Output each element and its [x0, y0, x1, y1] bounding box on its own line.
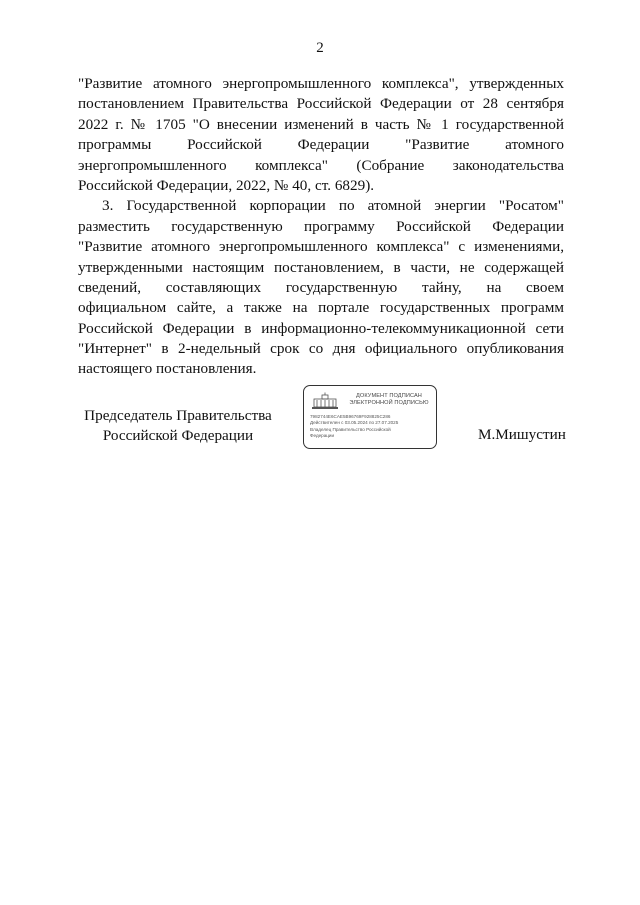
signer-title-line: Российской Федерации	[102, 427, 254, 444]
text-line: постановлением Правительства Российской Федерации от 28 сентября	[78, 95, 564, 113]
text-line: официальном сайте, а также на портале государственных программ	[78, 299, 564, 317]
document-body	[78, 74, 564, 380]
paragraph-continuation	[78, 74, 564, 196]
text-line: программы Российской Федерации "Развитие атомного	[78, 136, 564, 154]
government-building-icon	[311, 392, 339, 410]
electronic-signature-stamp	[303, 385, 437, 449]
text-line: энергопромышленного комплекса" (Собрание законодательства	[78, 156, 564, 174]
text-line: Российской Федерации, 2022, № 40, ст. 6829).	[78, 176, 375, 194]
stamp-details	[310, 414, 434, 440]
text-line: утвержденными настоящим постановлением, в части, не содержащей	[78, 258, 564, 276]
stamp-heading-line: ДОКУМЕНТ ПОДПИСАН	[356, 393, 422, 399]
signer-title-line: Председатель Правительства	[84, 407, 272, 424]
text-line: 2022 г. № 1705 "О внесении изменений в часть № 1 государственной	[78, 115, 564, 133]
stamp-certificate: 7982744E6CAE5B96769F928825C286	[310, 414, 391, 419]
text-line: Российской Федерации в информационно-телекоммуникационной сети	[78, 319, 564, 337]
text-line: разместить государственную программу Российской Федерации	[78, 217, 564, 235]
page-number: 2	[316, 40, 324, 56]
stamp-owner: Федерации	[310, 433, 335, 439]
text-line: сведений, составляющих государственную тайну, на своем	[78, 278, 564, 296]
text-line: 3. Государственной корпорации по атомной энергии "Росатом"	[102, 197, 564, 215]
signer-name: М.Мишустин	[478, 426, 566, 443]
stamp-heading	[344, 393, 434, 407]
text-line: "Развитие атомного энергопромышленного комплекса" с изменениями,	[78, 238, 564, 256]
signer-title	[78, 406, 278, 446]
stamp-heading-line: ЭЛЕКТРОННОЙ ПОДПИСЬЮ	[349, 400, 429, 406]
text-line: "Интернет" в 2-недельный срок со дня официального опубликования	[78, 340, 564, 358]
paragraph-item-3	[78, 196, 564, 380]
text-line: настоящего постановления.	[78, 360, 257, 378]
stamp-owner: Владелец Правительство Российской	[310, 426, 391, 432]
text-line: "Развитие атомного энергопромышленного комплекса", утвержденных	[78, 75, 564, 92]
stamp-validity: Действителен с 03.05.2024 по 27.07.2025	[310, 420, 399, 426]
